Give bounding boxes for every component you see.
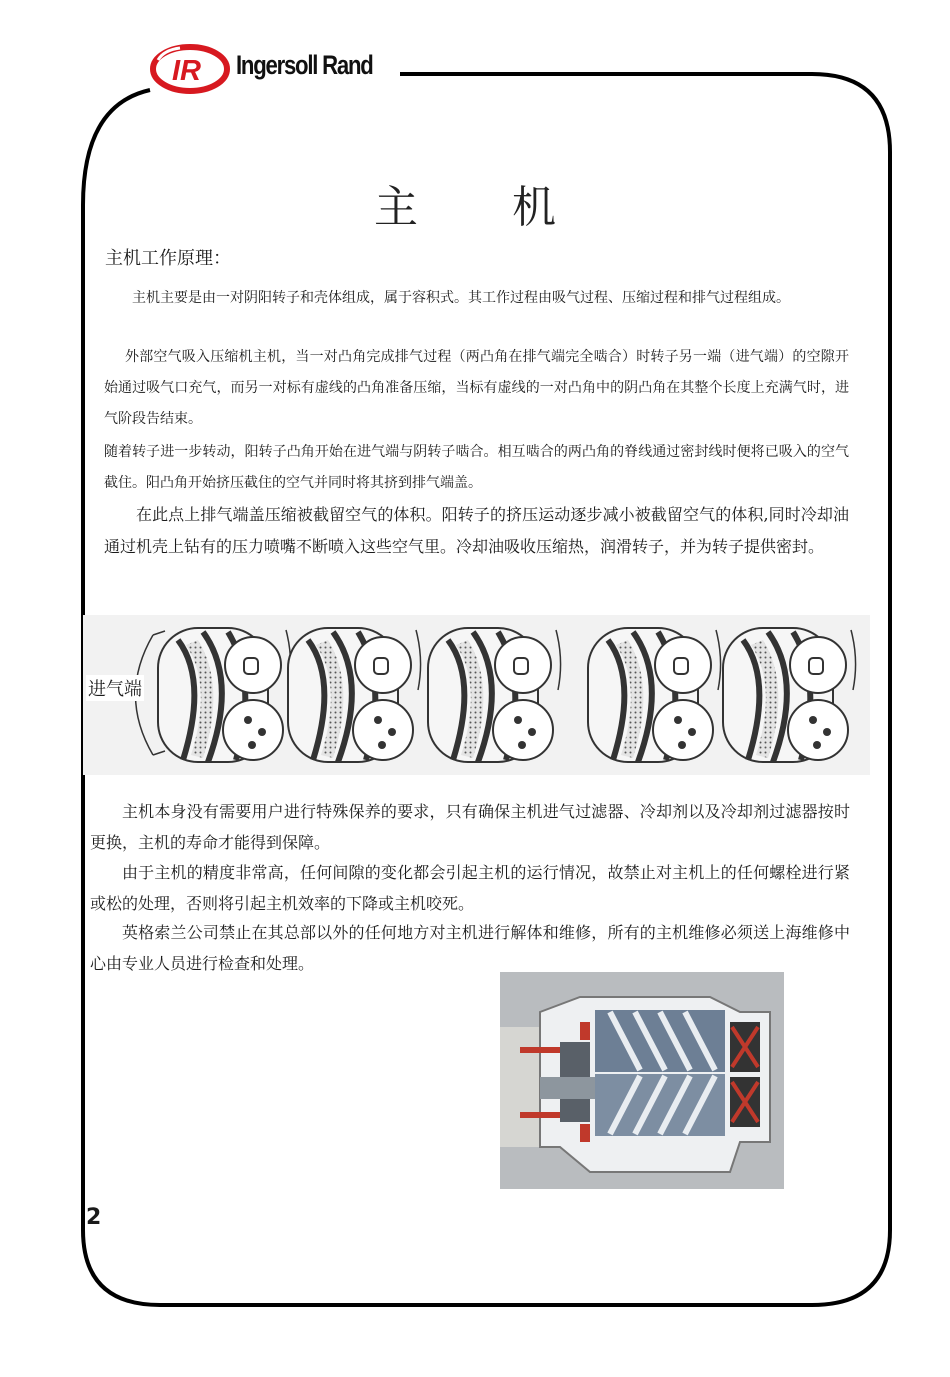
paragraph-repair-policy: 英格索兰公司禁止在其总部以外的任何地方对主机进行解体和维修，所有的主机维修必须送上海维修中心由专业人员进行检查和处理。 [90, 923, 850, 973]
paragraph-compression: 在此点上排气端盖压缩被截留空气的体积。阳转子的挤压运动逐步减小被截留空气的体积,同时冷却油通过机壳上钻有的压力喷嘴不断喷入这些空气里。冷却油吸收压缩热，润滑转子，并为转子提供密封。 [104, 505, 849, 556]
inlet-end-label: 进气端 [86, 675, 144, 701]
paragraph-intake: 外部空气吸入压缩机主机，当一对凸角完成排气过程（两凸角在排气端完全啮合）时转子另一端（进气端）的空隙开始通过吸气口充气，而另一对标有虚线的凸角准备压缩，当标有虚线的一对凸角中的阴凸角在其整个长度上充满气时，进气阶段告结束。 [104, 349, 849, 427]
paragraph-precision: 由于主机的精度非常高，任何间隙的变化都会引起主机的运行情况，故禁止对主机上的任何螺栓进行紧或松的处理，否则将引起主机效率的下降或主机咬死。 [90, 863, 850, 913]
paragraph-maintenance: 主机本身没有需要用户进行特殊保养的要求，只有确保主机进气过滤器、冷却剂以及冷却剂过滤器按时更换，主机的寿命才能得到保障。 [90, 802, 850, 852]
svg-text:IR: IR [172, 55, 201, 87]
page-title: 主 机 [374, 182, 596, 234]
paragraph-rotation: 随着转子进一步转动，阳转子凸角开始在进气端与阴转子啮合。相互啮合的两凸角的脊线通过密封线时便将已吸入的空气截住。阳凸角开始挤压截住的空气并同时将其挤到排气端盖。 [104, 444, 849, 491]
brand-name: Ingersoll Rand [236, 50, 373, 80]
page-number: 2 [86, 1205, 102, 1230]
airend-cutaway-image [500, 972, 784, 1189]
rotor-sequence-figure [83, 615, 870, 775]
section-heading: 主机工作原理： [105, 248, 231, 269]
ir-logo-icon [150, 40, 236, 98]
paragraph-intro: 主机主要是由一对阴阳转子和壳体组成，属于容积式。其工作过程由吸气过程、压缩过程和排气过程组成。 [132, 290, 790, 306]
